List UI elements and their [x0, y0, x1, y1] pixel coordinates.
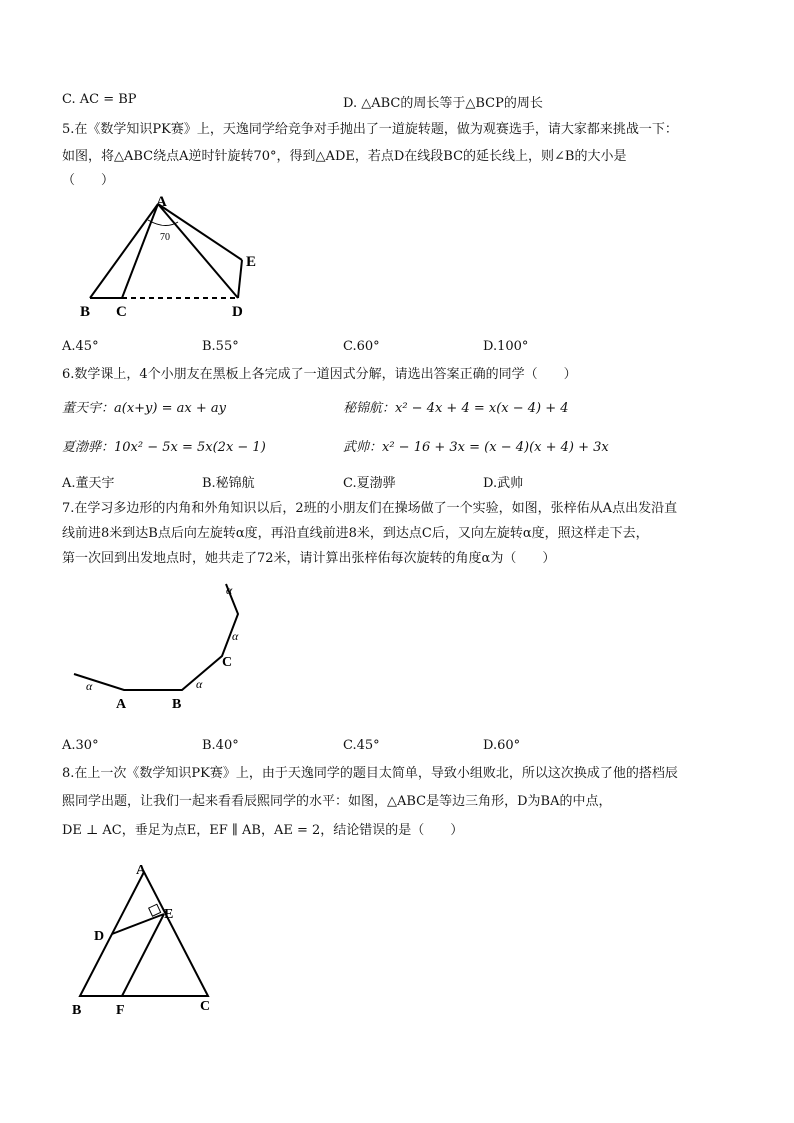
q8-label-f: F — [116, 1003, 125, 1018]
q5-label-d: D — [232, 304, 243, 320]
q7-alpha-2: α — [196, 677, 203, 691]
q5-option-c: C.60° — [343, 339, 380, 354]
q8-label-b: B — [72, 1003, 82, 1018]
q8-label-a: A — [136, 863, 147, 878]
q5-figure — [70, 190, 280, 330]
q5-stem-line2: 如图，将△ABC绕点A逆时针旋转70°，得到△ADE，若点D在线段BC的延长线上，则∠B的大小是 — [62, 149, 627, 164]
q7-stem-line2: 线前进8米到达B点后向左旋转α度，再沿直线前进8米，到达点C后，又向左旋转α度，照这样走下去， — [62, 526, 649, 541]
q7-label-b: B — [172, 697, 182, 712]
q6-stem: 6.数学课上，4个小朋友在黑板上各完成了一道因式分解，请选出答案正确的同学（ ） — [62, 367, 577, 382]
q5-label-b: B — [80, 304, 91, 320]
q7-option-a: A.30° — [62, 738, 99, 753]
q8-right-angle-mark — [149, 904, 161, 916]
q7-option-c: C.45° — [343, 738, 380, 753]
q6-eq-dong: 董天宇：a(x+y) = ax + ay — [62, 401, 226, 416]
q7-stem-line3: 第一次回到出发地点时，她共走了72米，请计算出张梓佑每次旋转的角度α为（ ） — [62, 551, 556, 566]
q6-eq-wu: 武帅：x² − 16 + 3x = (x − 4)(x + 4) + 3x — [343, 440, 609, 455]
q6-option-b: B.秘锦航 — [202, 476, 255, 491]
q5-option-d: D.100° — [483, 339, 529, 354]
q7-alpha-1: α — [86, 679, 93, 693]
q7-alpha-3: α — [232, 629, 239, 643]
q8-label-d: D — [94, 929, 105, 944]
q5-seg-ed — [238, 260, 242, 298]
q5-angle-label: 70 — [160, 232, 170, 243]
q5-label-c: C — [116, 304, 127, 320]
q5-seg-ac — [122, 204, 158, 298]
q7-label-a: A — [116, 697, 127, 712]
q7-path — [74, 584, 238, 690]
q7-label-c: C — [222, 655, 233, 670]
q7-option-d: D.60° — [483, 738, 521, 753]
q4-option-d: D. △ABC的周长等于△BCP的周长 — [343, 96, 543, 111]
q5-stem-line1: 5.在《数学知识PK赛》上，天逸同学给竞争对手抛出了一道旋转题，做为观赛选手，请大家都来挑战一下： — [62, 122, 678, 137]
q6-eq-xia: 夏渤骅：10x² − 5x = 5x(2x − 1) — [62, 440, 266, 455]
q5-seg-ae — [158, 204, 242, 260]
q5-label-e: E — [246, 254, 257, 270]
q8-stem-line2: 熙同学出题，让我们一起来看看辰熙同学的水平：如图，△ABC是等边三角形，D为BA的中点， — [62, 794, 612, 809]
q8-stem-line1: 8.在上一次《数学知识PK赛》上，由于天逸同学的题目太简单，导致小组败北，所以这次换成了他的搭档辰 — [62, 766, 678, 781]
q4-option-c: C. AC = BP — [62, 92, 137, 107]
q8-label-e: E — [164, 907, 174, 922]
q7-figure — [66, 578, 256, 718]
q5-seg-ad — [158, 204, 238, 298]
q5-option-a: A.45° — [62, 339, 99, 354]
q7-stem-line1: 7.在学习多边形的内角和外角知识以后，2班的小朋友们在操场做了一个实验，如图，张梓佑从A点出发沿直 — [62, 501, 678, 516]
q8-figure — [66, 862, 236, 1022]
q6-eq-mi: 秘锦航：x² − 4x + 4 = x(x − 4) + 4 — [343, 401, 569, 416]
q5-stem-line3: （ ） — [62, 173, 115, 188]
q8-stem-line3: DE ⊥ AC，垂足为点E，EF ∥ AB，AE = 2，结论错误的是（ ） — [62, 823, 464, 838]
q6-option-c: C.夏渤骅 — [343, 476, 396, 491]
q5-label-a: A — [156, 194, 167, 210]
q8-seg-ef — [122, 914, 164, 996]
q7-alpha-4: α — [226, 583, 233, 597]
q6-option-a: A.董天宇 — [62, 476, 115, 491]
q7-option-b: B.40° — [202, 738, 239, 753]
q8-label-c: C — [200, 999, 211, 1014]
q6-option-d: D.武帅 — [483, 476, 524, 491]
q5-option-b: B.55° — [202, 339, 239, 354]
q5-seg-ab — [90, 204, 158, 298]
